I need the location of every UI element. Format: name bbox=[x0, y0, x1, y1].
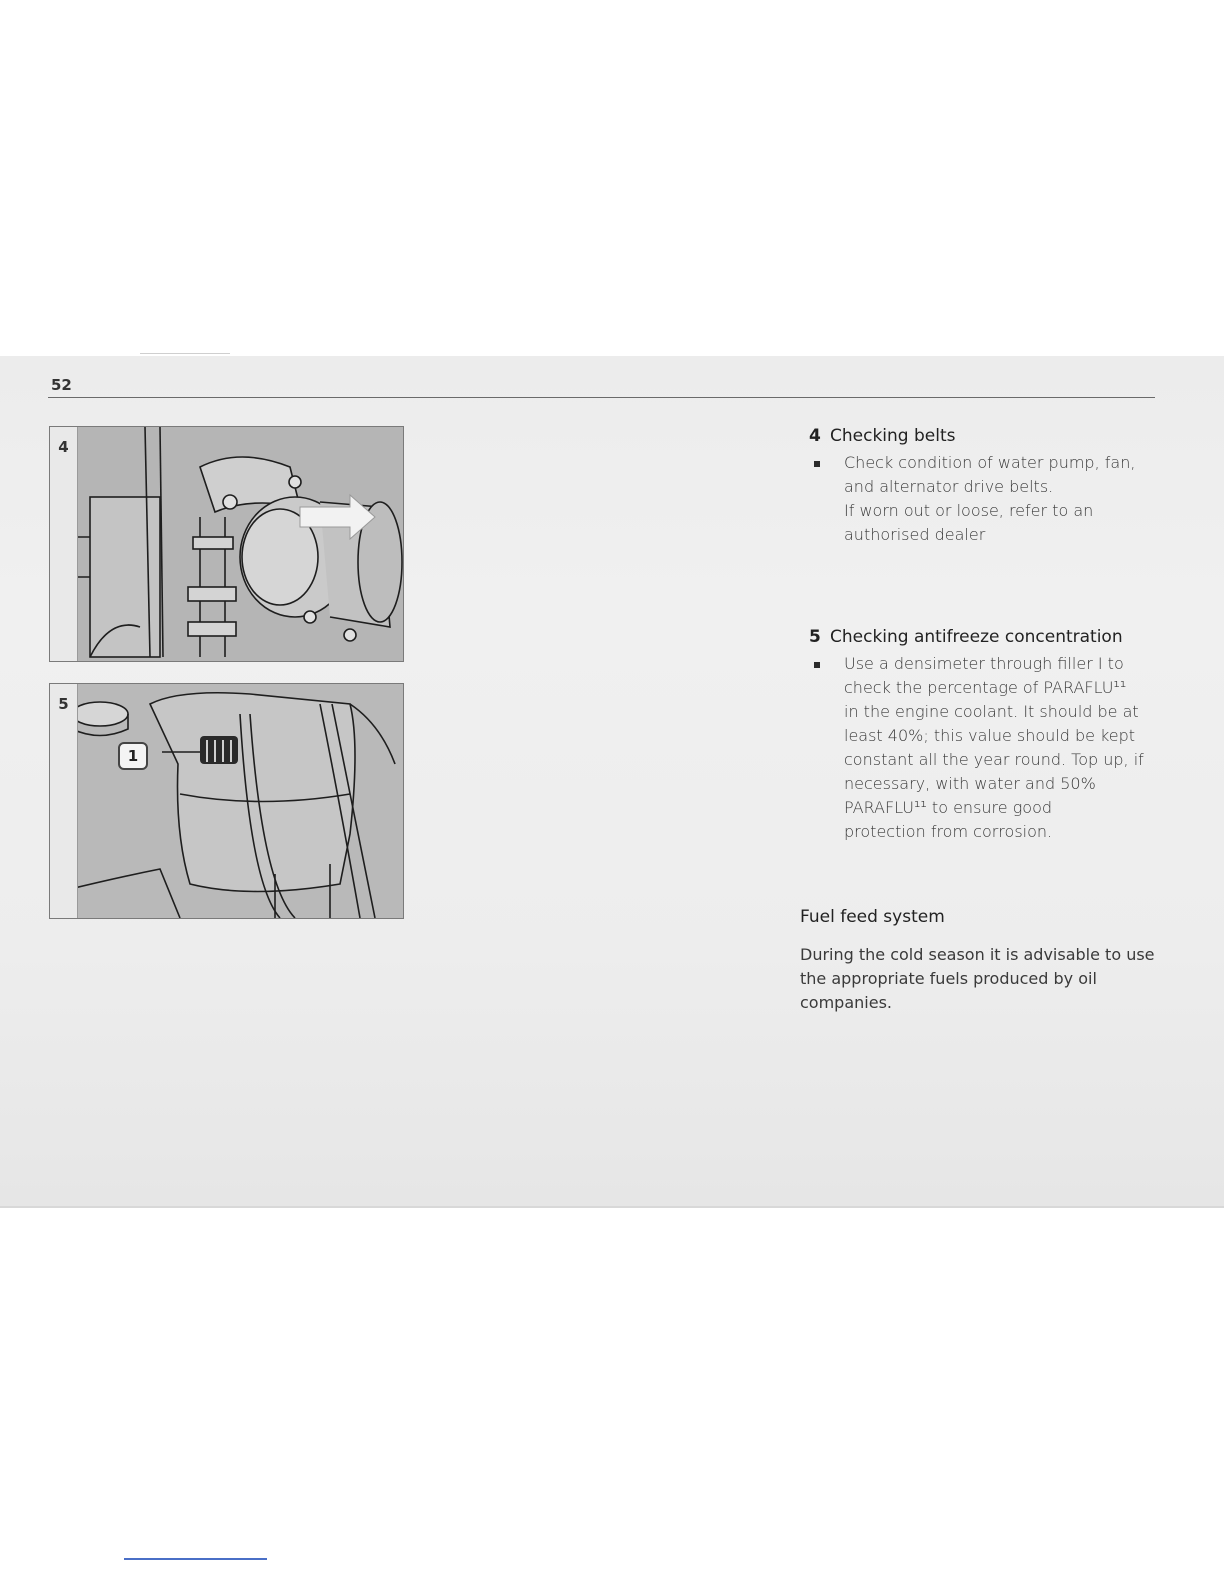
page-number: 52 bbox=[51, 376, 72, 394]
figure-4-label: 4 bbox=[50, 427, 78, 661]
body-line: protection from corrosion. bbox=[844, 822, 1053, 841]
engine-belt-illustration-icon bbox=[50, 427, 403, 661]
figure-5-label: 5 bbox=[50, 684, 78, 918]
top-rule bbox=[140, 353, 230, 354]
body-line: companies. bbox=[800, 993, 892, 1012]
section-number: 5 bbox=[809, 627, 821, 647]
figure-4 bbox=[49, 426, 404, 662]
section-title-text: Checking belts bbox=[830, 426, 956, 446]
section-antifreeze bbox=[800, 627, 1160, 844]
body-line: Check condition of water pump, fan, bbox=[844, 453, 1136, 472]
body-line: PARAFLU¹¹ to ensure good bbox=[844, 798, 1053, 817]
body-line: necessary, with water and 50% bbox=[844, 774, 1096, 793]
section-title: Fuel feed system bbox=[800, 907, 945, 927]
body-line: in the engine coolant. It should be at bbox=[844, 702, 1139, 721]
section-number: 4 bbox=[809, 426, 821, 446]
section-fuel-feed bbox=[800, 907, 1180, 1015]
bullet-square-icon bbox=[814, 662, 820, 668]
body-line: least 40%; this value should be kept bbox=[844, 726, 1136, 745]
section-title bbox=[800, 426, 1160, 446]
figure-5 bbox=[49, 683, 404, 919]
body-line: During the cold season it is advisable to use bbox=[800, 945, 1155, 964]
body-line: If worn out or loose, refer to an bbox=[844, 501, 1094, 520]
body-line: check the percentage of PARAFLU¹¹ bbox=[844, 678, 1127, 697]
section-checking-belts bbox=[800, 426, 1160, 547]
manual-page bbox=[0, 356, 1224, 1208]
bottom-rule bbox=[124, 1558, 267, 1560]
callout-1-label: 1 bbox=[127, 747, 139, 765]
body-line: authorised dealer bbox=[844, 525, 986, 544]
callout-1 bbox=[118, 742, 148, 770]
header-divider bbox=[48, 397, 1155, 398]
bullet-square-icon bbox=[814, 461, 820, 467]
body-line: the appropriate fuels produced by oil bbox=[800, 969, 1097, 988]
bullet-item bbox=[800, 652, 1160, 844]
section-title-text: Checking antifreeze concentration bbox=[830, 627, 1123, 647]
body-line: Use a densimeter through filler I to bbox=[844, 654, 1124, 673]
body-line: and alternator drive belts. bbox=[844, 477, 1054, 496]
section-title bbox=[800, 627, 1160, 647]
coolant-tank-illustration-icon bbox=[50, 684, 403, 918]
body-line: constant all the year round. Top up, if bbox=[844, 750, 1144, 769]
bullet-item bbox=[800, 451, 1160, 547]
